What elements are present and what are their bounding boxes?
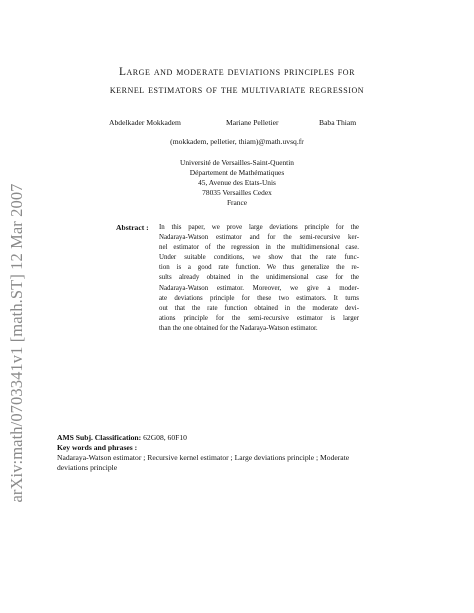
paper-title-line-2: kernel estimators of the multivariate regression <box>109 84 365 96</box>
abstract-line: tion is a good rate function. We thus generalize the re- <box>159 264 359 272</box>
abstract-line: In this paper, we prove large deviations principle for the <box>159 224 359 231</box>
author-thiam: Baba Thiam <box>319 118 357 127</box>
keywords-line-2: deviations principle <box>57 463 118 473</box>
ams-codes: 62G08, 60F10 <box>143 433 187 442</box>
abstract-line: out that the rate function obtained in the moderate devi- <box>159 304 359 312</box>
affiliation-country: France <box>226 197 248 207</box>
abstract-line: Under suitable conditions, we show that the rate func- <box>159 254 359 262</box>
abstract-line: than the one obtained for the Nadaraya-Watson estimator. <box>159 324 318 332</box>
arxiv-identifier-stamp: arXiv:math/0703341v1 [math.ST] 12 Mar 2007 <box>7 183 26 503</box>
author-emails: (mokkadem, pelletier, thiam)@math.uvsq.fr <box>170 137 304 146</box>
affiliation-block <box>112 158 362 208</box>
abstract-line: ations principle for the semi-recursive estimator is larger <box>159 314 359 322</box>
abstract-line: ate deviations principle for these two estimators. It turns <box>159 294 359 302</box>
abstract-line: sults already obtained in the unidimensional case for the <box>159 274 359 282</box>
abstract-label: Abstract : <box>116 223 149 232</box>
author-mokkadem: Abdelkader Mokkadem <box>109 118 181 127</box>
paper-title-line-1: Large and moderate deviations principles for <box>118 66 356 78</box>
keywords-label: Key words and phrases : <box>57 443 138 453</box>
classification-block <box>57 433 421 473</box>
keywords-line-1: Nadaraya-Watson estimator ; Recursive kernel estimator ; Large deviations principle ; Moderate <box>57 453 350 463</box>
affiliation-university: Université de Versailles-Saint-Quentin <box>180 158 294 167</box>
affiliation-city: 78035 Versailles Cedex <box>202 187 272 197</box>
affiliation-street: 45, Avenue des Etats-Unis <box>198 177 276 187</box>
ams-label: AMS Subj. Classification: <box>57 433 142 442</box>
abstract-body <box>159 223 359 334</box>
abstract-line: Nadaraya-Watson estimator. Moreover, we give a moder- <box>159 284 359 292</box>
author-pelletier: Mariane Pelletier <box>226 118 279 127</box>
abstract-line: Nadaraya-Watson estimator and for the semi-recursive ker- <box>159 234 359 242</box>
ams-classification <box>57 433 421 443</box>
abstract-line: nel estimator of the regression in the multidimensional case. <box>159 244 359 252</box>
affiliation-department: Département de Mathématiques <box>189 167 285 177</box>
